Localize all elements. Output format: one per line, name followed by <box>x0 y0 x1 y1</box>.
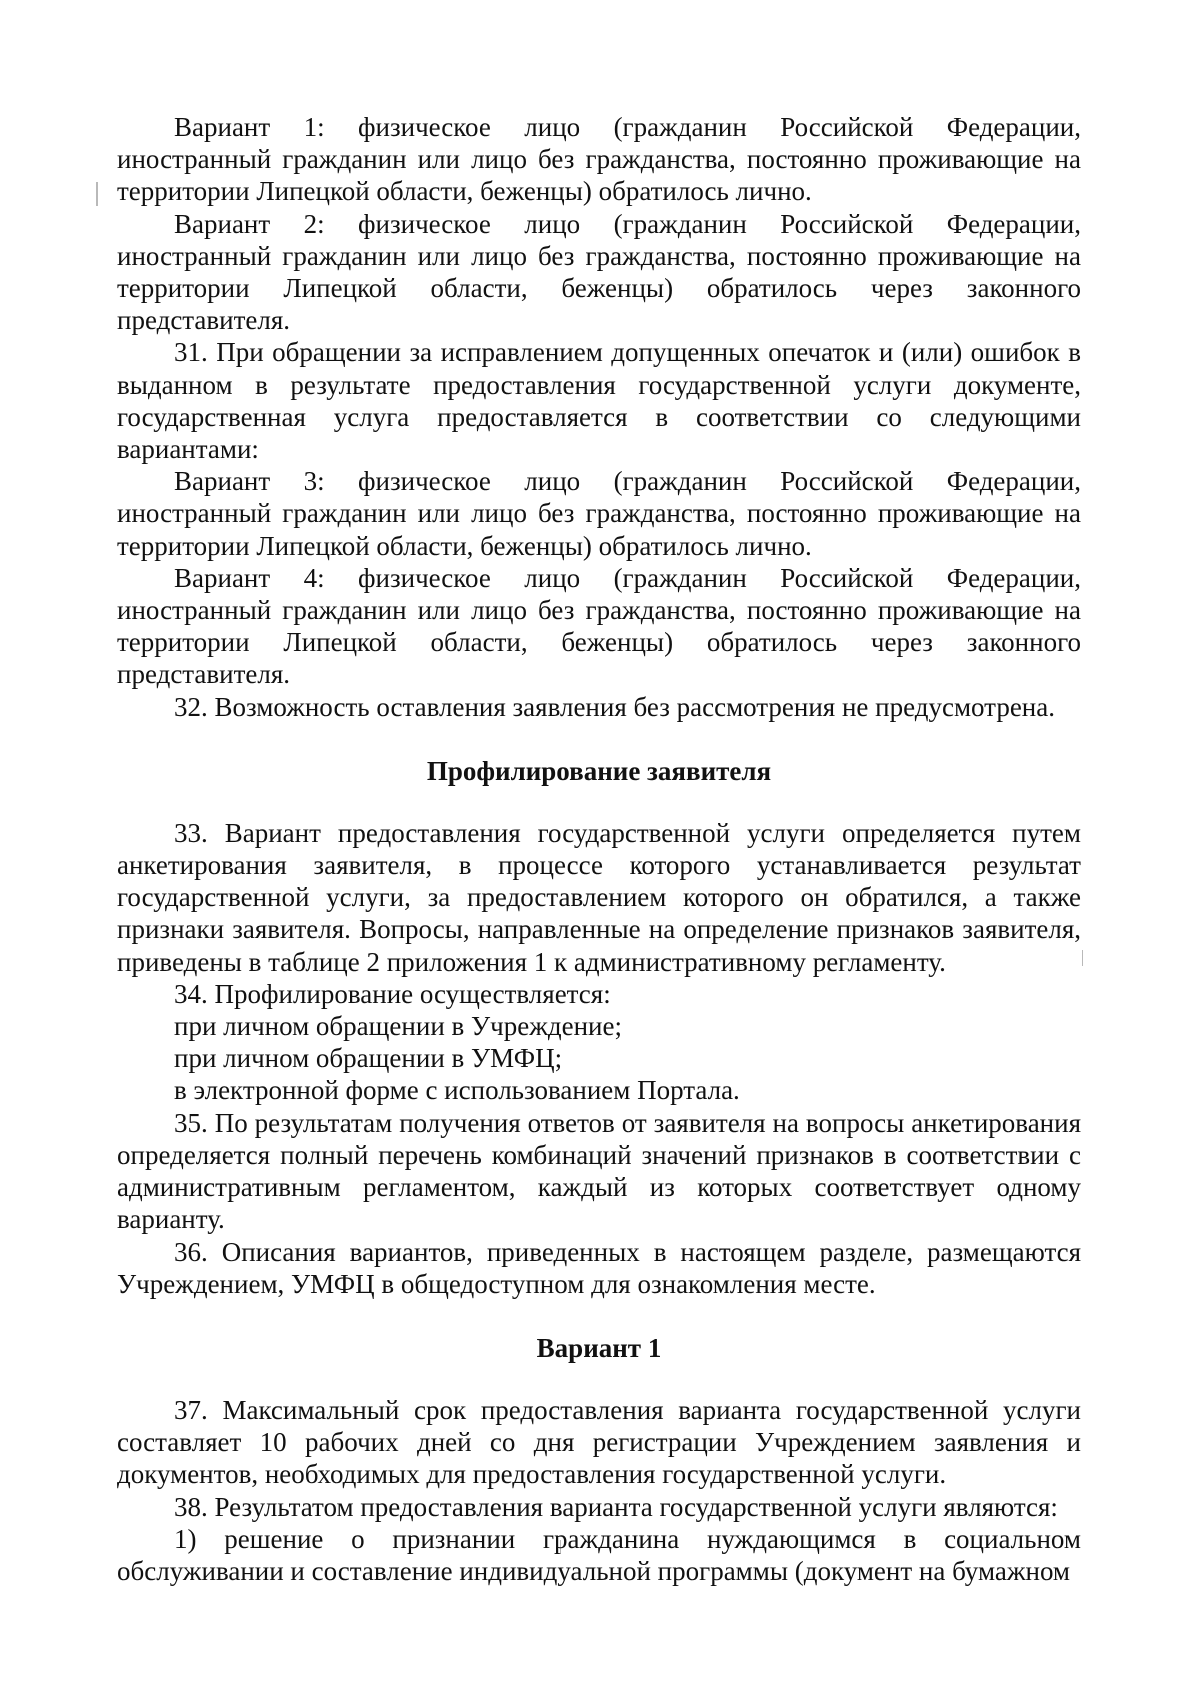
paragraph-33: 33. Вариант предоставления государственной услуги определяется путем анкетирования заявителя, в процессе которого устанавливается результат государственной услуги, за предоставлением которого он обратился, а также признаки заявителя. Вопросы, направленные на определение признаков заявителя, приведены в таблице 2 приложения 1 к административному регламенту. <box>117 817 1081 977</box>
list-item-institution: при личном обращении в Учреждение; <box>174 1011 622 1042</box>
scan-edge-mark <box>96 182 98 206</box>
paragraph-variant-4-desc: Вариант 4: физическое лицо (гражданин Российской Федерации, иностранный гражданин или лицо без гражданства, постоянно проживающие на территории Липецкой области, беженцы) обратилось через законного представителя. <box>117 562 1081 690</box>
paragraph-36: 36. Описания вариантов, приведенных в настоящем разделе, размещаются Учреждением, УМФЦ в общедоступном для ознакомления месте. <box>117 1236 1081 1299</box>
paragraph-variant-3-desc: Вариант 3: физическое лицо (гражданин Российской Федерации, иностранный гражданин или лицо без гражданства, постоянно проживающие на территории Липецкой области, беженцы) обратилось лично. <box>117 466 1081 561</box>
paragraph-variant-2-desc: Вариант 2: физическое лицо (гражданин Российской Федерации, иностранный гражданин или лицо без гражданства, постоянно проживающие на территории Липецкой области, беженцы) обратилось через законного представителя. <box>117 208 1081 336</box>
paragraph-38: 38. Результатом предоставления варианта государственной услуги являются: <box>174 1491 1058 1522</box>
paragraph-32: 32. Возможность оставления заявления без рассмотрения не предусмотрена. <box>174 691 1055 722</box>
paragraph-38-item-1: 1) решение о признании гражданина нуждающимся в социальном обслуживании и составление индивидуальной программы (документ на бумажном <box>117 1523 1081 1586</box>
paragraph-34: 34. Профилирование осуществляется: <box>174 978 611 1009</box>
section-heading-profiling: Профилирование заявителя <box>426 755 772 786</box>
paragraph-37: 37. Максимальный срок предоставления варианта государственной услуги составляет 10 рабочих дней со дня регистрации Учреждением заявления и документов, необходимых для предоставления государственной услуги. <box>117 1394 1081 1490</box>
paragraph-35: 35. По результатам получения ответов от заявителя на вопросы анкетирования определяется полный перечень комбинаций значений признаков в соответствии с административным регламентом, каждый из которых соответствует одному варианту. <box>117 1107 1081 1235</box>
document-body <box>117 111 1081 1587</box>
list-item-umfc: при личном обращении в УМФЦ; <box>174 1043 563 1074</box>
section-heading-variant-1: Вариант 1 <box>536 1332 662 1363</box>
paragraph-variant-1-desc: Вариант 1: физическое лицо (гражданин Российской Федерации, иностранный гражданин или лицо без гражданства, постоянно проживающие на территории Липецкой области, беженцы) обратилось лично. <box>117 112 1081 207</box>
paragraph-31: 31. При обращении за исправлением допущенных опечаток и (или) ошибок в выданном в результате предоставления государственной услуги документе, государственная услуга предоставляется в соответствии со следующими вариантами: <box>117 337 1081 465</box>
scan-edge-mark <box>1082 950 1083 966</box>
list-item-portal: в электронной форме с использованием Портала. <box>174 1075 740 1106</box>
